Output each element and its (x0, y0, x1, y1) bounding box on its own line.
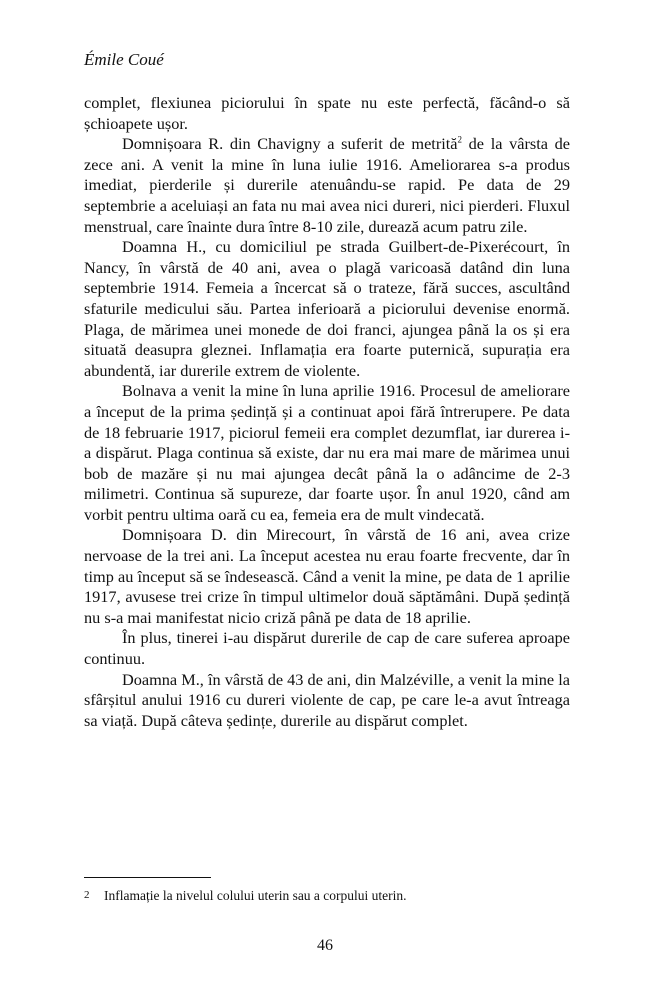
paragraph-headaches: În plus, tinerei i-au dispărut durerile de cap de care suferea aproape continuu. (84, 628, 570, 669)
paragraph-madame-h: Doamna H., cu domiciliul pe strada Guilbert-de-Pixerécourt, în Nancy, în vârstă de 40 ani, avea o plagă varicoasă datând din luna septembrie 1914. Femeia a încercat să o trateze, fără succes, ascultând sfaturile medicului său. Partea inferioară a piciorului devenise enormă. Plaga, de mărimea unei monede de doi franci, ajungea până la os și era situată deasupra gleznei. Inflamația era foarte puternică, supurația era abundentă, iar durerile extrem de violente. (84, 237, 570, 380)
paragraph-chavigny (84, 134, 570, 237)
footnote (84, 887, 570, 904)
paragraph-text: de la vârsta de zece ani. A venit la mine în luna iulie 1916. Ameliorarea s-a produs imediat, pierderile și durerile atenuându-se rapid. Pe data de 29 septembrie a aceluiași an fata nu mai avea nici dureri, nici pierderi. Fluxul menstrual, care înainte dura între 8-10 zile, durează acum patru zile. (84, 134, 570, 236)
footnote-number: 2 (84, 889, 90, 901)
paragraph-treatment: Bolnava a venit la mine în luna aprilie 1916. Procesul de ameliorare a început de la prima ședință și a continuat apoi fără întrerupere. Pe data de 18 februarie 1917, piciorul femeii era complet dezumflat, iar durerea i-a dispărut. Plaga continua să existe, dar nu era mai mare de mărimea unui bob de mazăre și nu mai ajungea decât până la o adâncime de 2-3 milimetri. Continua să supureze, dar foarte ușor. În anul 1920, când am vorbit pentru ultima oară cu ea, femeia era de mult vindecată. (84, 381, 570, 524)
paragraph-text: Domnișoara R. din Chavigny a suferit de metrită (122, 134, 458, 154)
running-header: Émile Coué (84, 50, 164, 69)
body-text (84, 93, 570, 731)
page-number: 46 (317, 937, 333, 954)
paragraph-malzeville: Doamna M., în vârstă de 43 de ani, din Malzéville, a venit la mine la sfârșitul anului 1916 cu dureri violente de cap, pe care le-a avut întreaga sa viață. După câteva ședințe, durerile au dispărut complet. (84, 669, 570, 730)
paragraph-continued: complet, flexiunea piciorului în spate nu este perfectă, făcând-o să șchioapete ușor. (84, 93, 570, 133)
footnote-text: Inflamație la nivelul colului uterin sau a corpului uterin. (104, 888, 407, 903)
footnote-reference: 2 (457, 134, 463, 145)
paragraph-mirecourt: Domnișoara D. din Mirecourt, în vârstă de 16 ani, avea crize nervoase de la trei ani. La început acestea nu erau foarte frecvente, dar în timp au început să se îndesească. Când a venit la mine, pe data de 1 aprilie 1917, avusese trei crize în timpul ultimelor două săptămâni. După ședință nu s-a mai manifestat nicio criză până pe data de 18 aprilie. (84, 525, 570, 627)
footnote-divider (84, 877, 211, 878)
